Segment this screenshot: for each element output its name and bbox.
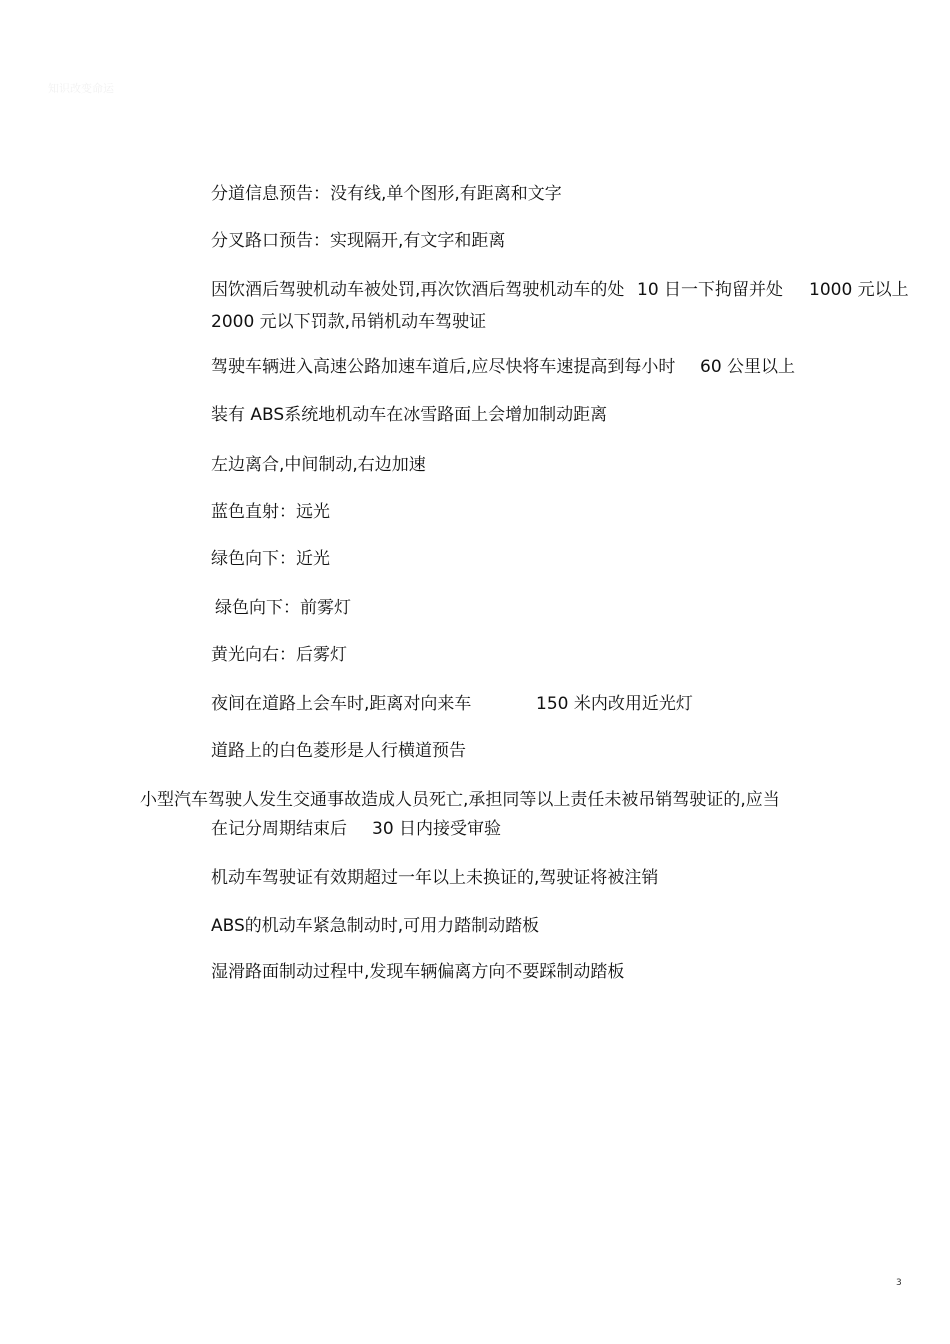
text-line-highway-acceleration: 驾驶车辆进入高速公路加速车道后,应尽快将车速提高到每小时 [211, 357, 676, 377]
text-line-night-meeting-distance: 150 米内改用近光灯 [536, 694, 693, 714]
page-number: 3 [896, 1278, 902, 1288]
watermark: 知识改变命运 [48, 82, 114, 95]
text-line-drunk-driving-part2: 2000 元以下罚款,吊销机动车驾驶证 [211, 312, 487, 332]
text-line-abs-emergency: ABS的机动车紧急制动时,可用力踏制动踏板 [211, 916, 540, 936]
text-line-high-beam: 蓝色直射：远光 [211, 502, 330, 522]
text-line-drunk-driving-fine-min: 1000 元以上 [809, 280, 909, 300]
text-line-front-fog-lamp: 绿色向下：前雾灯 [215, 598, 351, 618]
text-line-pedals: 左边离合,中间制动,右边加速 [211, 455, 426, 475]
text-line-low-beam: 绿色向下：近光 [211, 549, 330, 569]
text-line-drunk-driving-part1: 因饮酒后驾驶机动车被处罚,再次饮酒后驾驶机动车的处 [211, 280, 625, 300]
text-line-abs-snow: 装有 ABS系统地机动车在冰雪路面上会增加制动距离 [211, 405, 608, 425]
text-line-fork-junction-notice: 分叉路口预告：实现隔开,有文字和距离 [211, 231, 506, 251]
text-line-lane-info-notice: 分道信息预告：没有线,单个图形,有距离和文字 [211, 184, 562, 204]
text-line-scoring-period: 在记分周期结束后 [211, 819, 347, 839]
text-line-license-cancelled: 机动车驾驶证有效期超过一年以上未换证的,驾驶证将被注销 [211, 868, 659, 888]
text-line-highway-speed: 60 公里以上 [700, 357, 796, 377]
text-line-review-days: 30 日内接受审验 [372, 819, 502, 839]
text-line-night-meeting: 夜间在道路上会车时,距离对向来车 [211, 694, 472, 714]
text-line-white-diamond: 道路上的白色菱形是人行横道预告 [211, 741, 466, 761]
text-line-rear-fog-lamp: 黄光向右：后雾灯 [211, 645, 347, 665]
text-line-fatal-accident: 小型汽车驾驶人发生交通事故造成人员死亡,承担同等以上责任未被吊销驾驶证的,应当 [140, 790, 780, 810]
text-line-drunk-driving-detention: 10 日一下拘留并处 [637, 280, 784, 300]
text-line-slippery-road: 湿滑路面制动过程中,发现车辆偏离方向不要踩制动踏板 [211, 962, 625, 982]
